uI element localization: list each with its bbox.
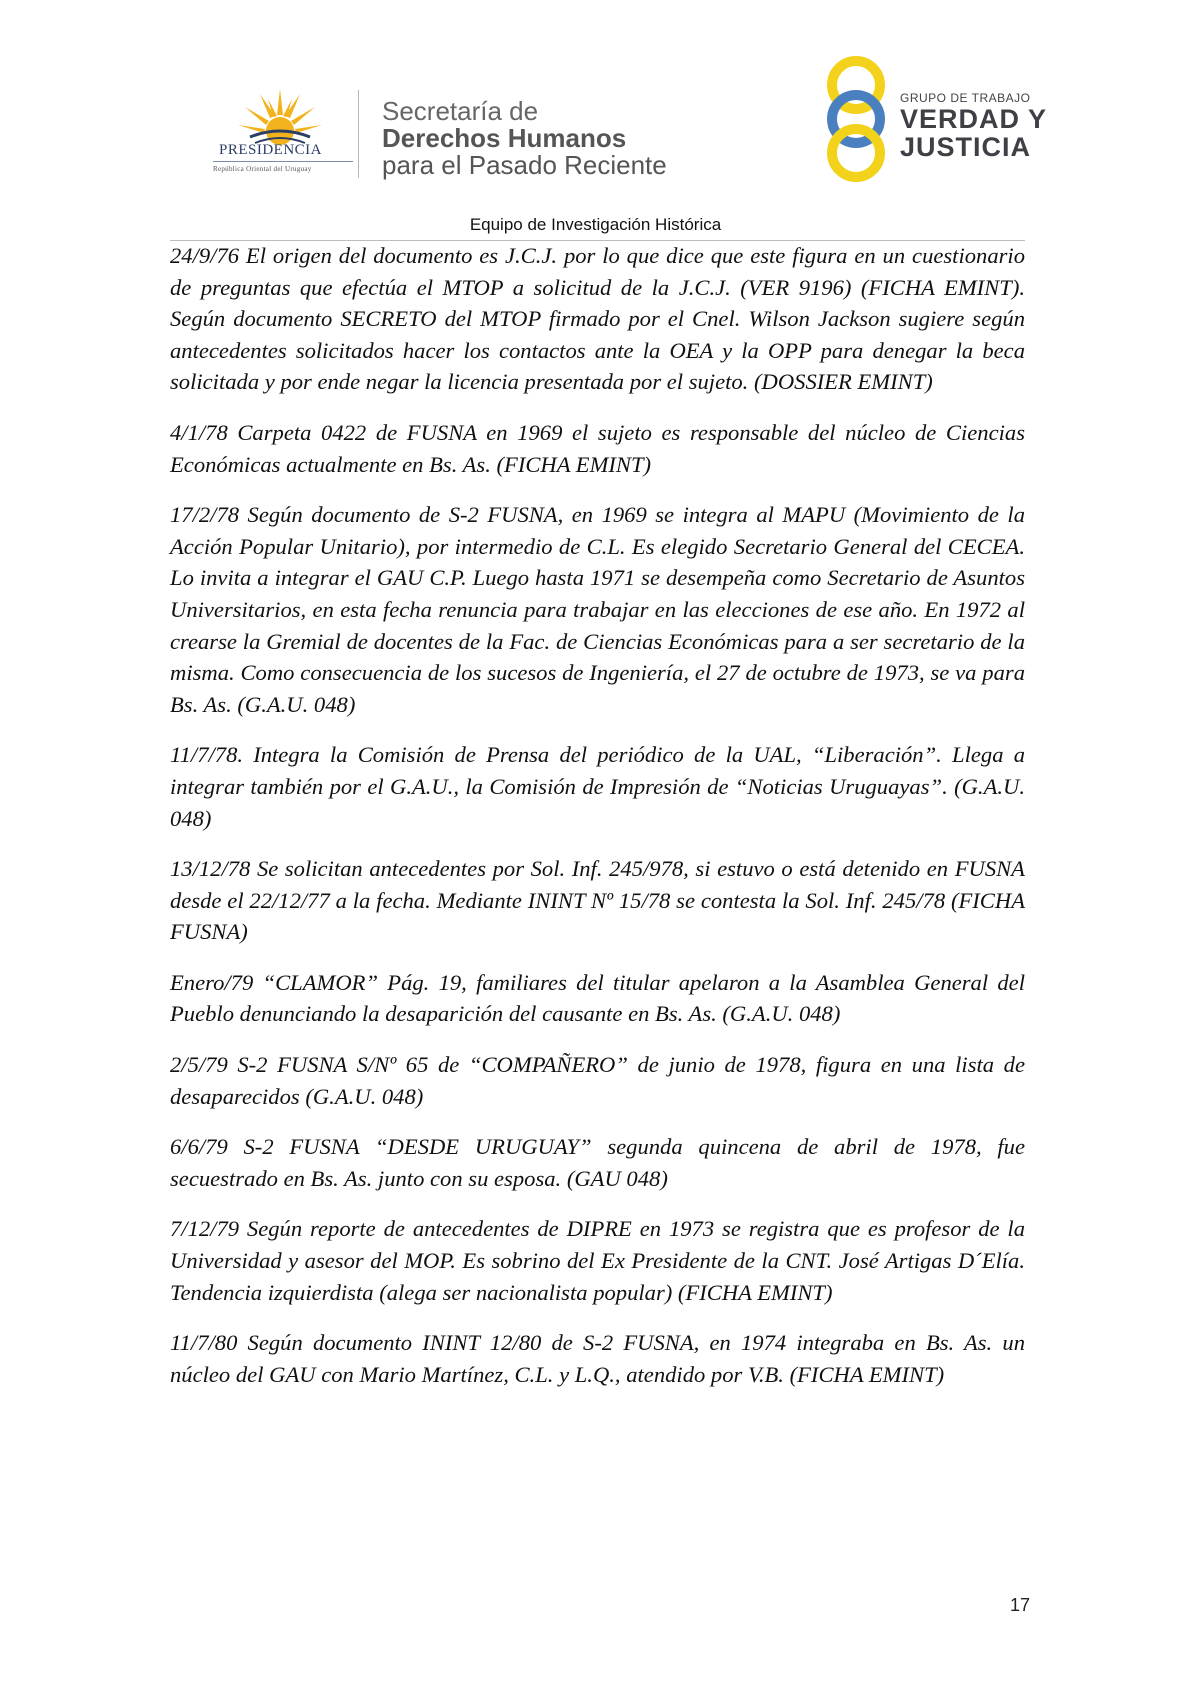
presidencia-name: PRESIDENCIA	[219, 142, 323, 158]
secretaria-title	[382, 98, 667, 179]
interlocked-rings-icon	[820, 55, 892, 183]
page-number: 17	[1009, 1595, 1030, 1615]
paragraph: 11/7/78. Integra la Comisión de Prensa del periódico de la UAL, “Liberación”. Llega a integrar también por el G.A.U., la Comisión de Impresión de “Noticias Uruguayas”. (G.A.U. 048)	[170, 742, 1025, 831]
paragraph: Enero/79 “CLAMOR” Pág. 19, familiares del titular apelaron a la Asamblea General del Pueblo denunciando la desaparición del causante en Bs. As. (G.A.U. 048)	[170, 969, 1025, 1027]
verdad-justicia-logo	[820, 55, 1050, 185]
paragraph: 4/1/78 Carpeta 0422 de FUSNA en 1969 el sujeto es responsable del núcleo de Ciencias Económicas actualmente en Bs. As. (FICHA EMINT)	[170, 419, 1025, 477]
paragraph: 24/9/76 El origen del documento es J.C.J. por lo que dice que este figura en un cuestionario de preguntas que efectúa el MTOP a solicitud de la J.C.J. (VER 9196) (FICHA EMINT). Según documento SECRETO del MTOP firmado por el Cnel. Wilson Jackson sugiere según antecedentes solicitados hacer los contactos ante la OEA y la OPP para denegar la beca solicitada y por ende negar la licencia presentada por el sujeto. (DOSSIER EMINT)	[170, 243, 1025, 395]
secretaria-line-3: para el Pasado Reciente	[382, 150, 667, 180]
grupo-line-1: GRUPO DE TRABAJO	[900, 91, 1031, 105]
paragraph: 13/12/78 Se solicitan antecedentes por Sol. Inf. 245/978, si estuvo o está detenido en FUSNA desde el 22/12/77 a la fecha. Mediante ININT Nº 15/78 se contesta la Sol. Inf. 245/78 (FICHA FUSNA)	[170, 856, 1025, 945]
paragraph: 17/2/78 Según documento de S-2 FUSNA, en 1969 se integra al MAPU (Movimiento de la Acción Popular Unitario), por intermedio de C.L. Es elegido Secretario General del CECEA. Lo invita a integrar el GAU C.P. Luego hasta 1971 se desempeña como Secretario de Asuntos Universitarios, en esta fecha renuncia para trabajar en las elecciones de ese año. En 1972 al crearse la Gremial de docentes de la Fac. de Ciencias Económicas para a ser secretario de la misma. Como consecuencia de los sucesos de Ingeniería, el 27 de octubre de 1973, se va para Bs. As. (G.A.U. 048)	[170, 502, 1025, 717]
presidencia-rule	[213, 161, 353, 162]
grupo-line-2: VERDAD Y	[900, 104, 1048, 134]
paragraph: 2/5/79 S-2 FUSNA S/Nº 65 de “COMPAÑERO” de junio de 1978, figura en una lista de desaparecidos (G.A.U. 048)	[170, 1052, 1025, 1109]
team-title: Equipo de Investigación Histórica	[469, 215, 722, 234]
paragraph: 6/6/79 S-2 FUSNA “DESDE URUGUAY” segunda quincena de abril de 1978, fue secuestrado en Bs. As. junto con su esposa. (GAU 048)	[170, 1134, 1025, 1191]
secretaria-line-2: Derechos Humanos	[382, 123, 627, 153]
secretaria-line-1: Secretaría de	[382, 96, 539, 126]
paragraph: 11/7/80 Según documento ININT 12/80 de S-2 FUSNA, en 1974 integraba en Bs. As. un núcleo del GAU con Mario Martínez, C.L. y L.Q., atendido por V.B. (FICHA EMINT)	[170, 1330, 1025, 1387]
page-header	[0, 0, 1191, 250]
sun-icon	[235, 85, 325, 145]
paragraph: 7/12/79 Según reporte de antecedentes de DIPRE en 1973 se registra que es profesor de la Universidad y asesor del MOP. Es sobrino del Ex Presidente de la CNT. José Artigas D´Elía. Tendencia izquierdista (alega ser nacionalista popular) (FICHA EMINT)	[170, 1216, 1025, 1305]
grupo-line-3: JUSTICIA	[900, 132, 1032, 162]
document-body	[170, 240, 1025, 1409]
logo-divider	[358, 90, 359, 178]
presidencia-logo	[205, 85, 365, 180]
presidencia-subtitle: República Oriental del Uruguay	[213, 165, 312, 173]
